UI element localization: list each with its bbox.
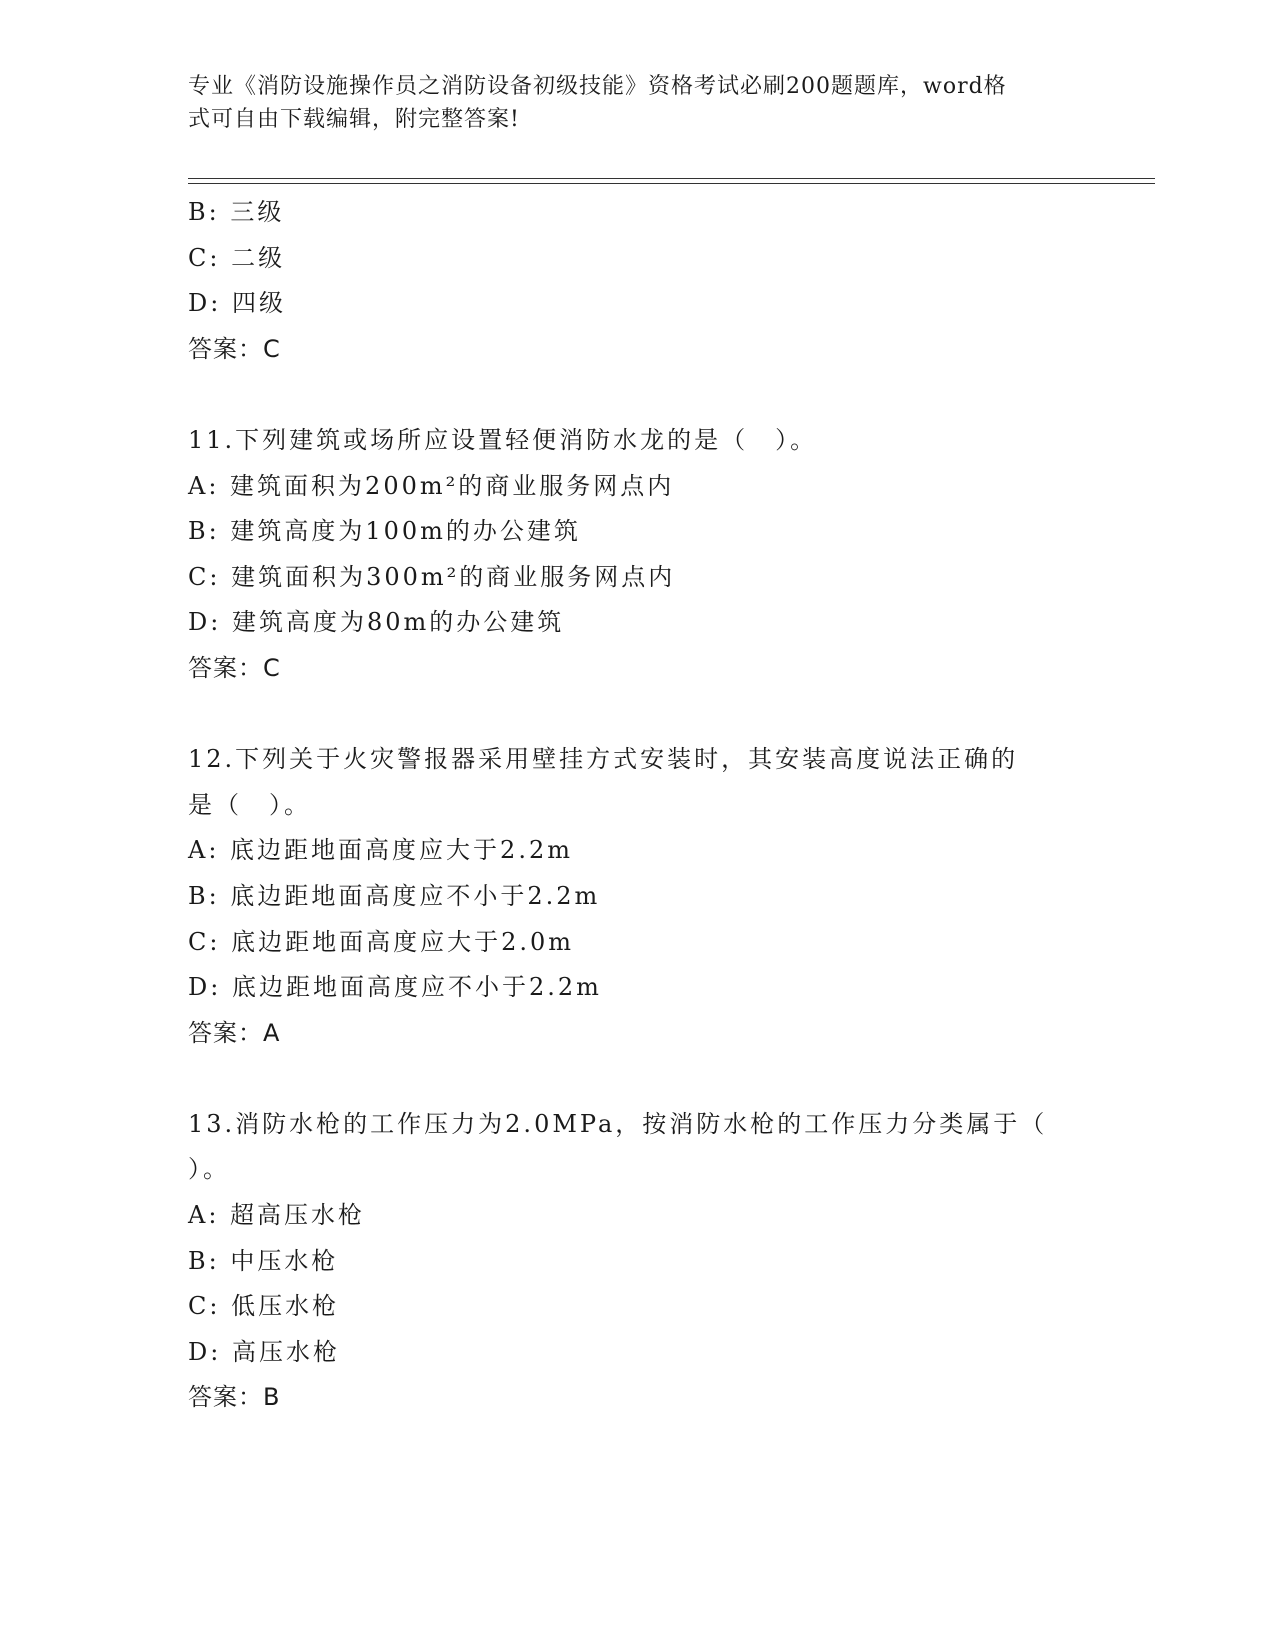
option-d: D: 高压水枪 xyxy=(188,1337,340,1366)
header-divider xyxy=(188,178,1155,184)
question-stem-line-1: 12.下列关于火灾警报器采用壁挂方式安装时，其安装高度说法正确的 xyxy=(188,745,1019,774)
question-list xyxy=(188,190,1088,1421)
option-d: D: 建筑高度为80m的办公建筑 xyxy=(188,608,565,637)
option-a: A: 建筑面积为200m²的商业服务网点内 xyxy=(188,471,675,500)
question-block-11 xyxy=(188,418,1088,692)
option-c: C: 底边距地面高度应大于2.0m xyxy=(188,927,575,956)
option-a: A: 超高压水枪 xyxy=(188,1201,366,1230)
answer-line: 答案：C xyxy=(188,653,281,682)
option-c: C: 二级 xyxy=(188,243,286,272)
option-d: D: 底边距地面高度应不小于2.2m xyxy=(188,973,602,1002)
option-a: A: 底边距地面高度应大于2.2m xyxy=(188,836,573,865)
header-title-line-2: 式可自由下载编辑，附完整答案! xyxy=(188,107,520,132)
question-stem: 11.下列建筑或场所应设置轻便消防水龙的是（ ）。 xyxy=(188,425,818,454)
document-header xyxy=(188,70,1068,136)
question-block-prev xyxy=(188,190,1088,372)
question-block-12 xyxy=(188,737,1088,1056)
option-b: B: 中压水枪 xyxy=(188,1246,339,1275)
spacer xyxy=(188,692,1088,738)
question-stem-line-2: 是（ ）。 xyxy=(188,790,311,819)
option-c: C: 建筑面积为300m²的商业服务网点内 xyxy=(188,562,676,591)
option-c: C: 低压水枪 xyxy=(188,1292,340,1321)
question-stem-line-1: 13.消防水枪的工作压力为2.0MPa，按消防水枪的工作压力分类属于（ xyxy=(188,1109,1048,1138)
option-b: B: 建筑高度为100m的办公建筑 xyxy=(188,517,581,546)
spacer xyxy=(188,1056,1088,1102)
header-title-line-1: 专业《消防设施操作员之消防设备初级技能》资格考试必刷200题题库，word格 xyxy=(188,74,1007,99)
option-b: B: 三级 xyxy=(188,198,285,226)
option-b: B: 底边距地面高度应不小于2.2m xyxy=(188,881,601,910)
option-d: D: 四级 xyxy=(188,289,286,318)
question-stem-line-2: ）。 xyxy=(188,1155,230,1184)
spacer xyxy=(188,372,1088,418)
question-block-13 xyxy=(188,1102,1088,1421)
answer-line: 答案：A xyxy=(188,1018,281,1047)
answer-line: 答案：C xyxy=(188,334,281,363)
answer-line: 答案：B xyxy=(188,1383,281,1412)
